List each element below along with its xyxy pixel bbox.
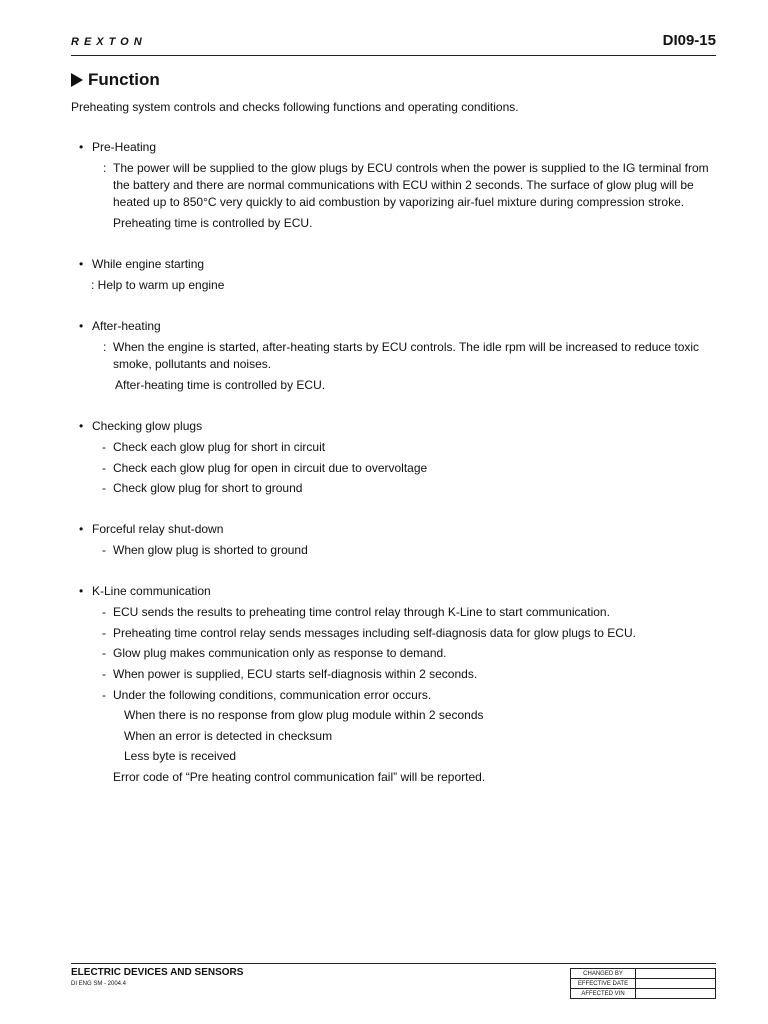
list-item — [71, 542, 721, 559]
footer-title: ELECTRIC DEVICES AND SENSORS — [71, 967, 244, 978]
pre-heating-section — [71, 139, 721, 232]
list-item — [71, 480, 721, 497]
list-item-text: When power is supplied, ECU starts self-diagnosis within 2 seconds. — [113, 666, 478, 681]
list-item — [71, 460, 721, 477]
description — [71, 160, 721, 211]
description-text: The power will be supplied to the glow plugs by ECU controls when the power is supplied to the IG terminal from the battery and there are normal communications with ECU within 2 seconds. The surface of glow plug will be heated up to 850°C very quickly to aid combustion by vaporizing air-fuel mixture during compression stroke. — [113, 161, 709, 209]
bullet-heading: • Forceful relay shut-down — [71, 521, 721, 538]
list-item — [71, 666, 721, 683]
final-note: Error code of “Pre heating control communication fail” will be reported. — [113, 769, 486, 784]
stamp-label: AFFECTED VIN — [571, 989, 636, 999]
list-item — [71, 625, 721, 642]
revision-stamp-table — [570, 968, 716, 999]
condition-item: Less byte is received — [124, 749, 237, 764]
list-item — [71, 439, 721, 456]
page-footer — [71, 963, 716, 1004]
intro-text: Preheating system controls and checks following functions and operating conditions. — [71, 100, 519, 114]
stamp-value — [636, 969, 716, 979]
kline-section — [71, 583, 721, 786]
list-item-text: Glow plug makes communication only as response to demand. — [113, 646, 447, 661]
section-title-text: Function — [88, 70, 160, 89]
bullet-heading: • After-heating — [71, 318, 721, 335]
bullet-heading: • K-Line communication — [71, 583, 721, 600]
engine-starting-section — [71, 256, 721, 294]
dash-mark: - — [102, 625, 106, 640]
bullet-heading: • Pre-Heating — [71, 139, 721, 156]
dash-mark: - — [102, 440, 106, 454]
page-header — [71, 30, 716, 56]
dash-mark: - — [102, 481, 106, 496]
colon-mark: : — [103, 161, 107, 175]
stamp-label: EFFECTIVE DATE — [571, 979, 636, 989]
list-item-text: ECU sends the results to preheating time control relay through K-Line to start communication. — [113, 605, 610, 620]
dash-mark: - — [102, 460, 106, 475]
list-item — [71, 604, 721, 621]
dash-mark: - — [102, 605, 106, 620]
bullet-heading: • While engine starting — [71, 256, 721, 273]
list-item-text: Check glow plug for short to ground — [113, 481, 303, 496]
description-text: When the engine is started, after-heating starts by ECU controls. The idle rpm will be increased to reduce toxic smoke, pollutants and noises. — [113, 340, 700, 371]
content-body — [71, 139, 721, 810]
description — [71, 339, 721, 373]
dash-mark: - — [102, 687, 106, 702]
stamp-value — [636, 989, 716, 999]
note-text: Preheating time is controlled by ECU. — [113, 216, 313, 230]
bullet-heading: • Checking glow plugs — [71, 418, 721, 435]
checking-section — [71, 418, 721, 497]
rexton-logo: REXTON — [71, 36, 147, 48]
stamp-label: CHANGED BY — [571, 969, 636, 979]
list-item — [71, 687, 721, 704]
list-item-text: Under the following conditions, communication error occurs. — [113, 687, 432, 702]
list-item — [71, 645, 721, 662]
note-text: After-heating time is controlled by ECU. — [115, 378, 326, 392]
list-item-text: Check each glow plug for open in circuit due to overvoltage — [113, 460, 428, 475]
page-code: DI09-15 — [662, 32, 716, 49]
list-item-text: Check each glow plug for short in circuit — [113, 440, 326, 454]
description-text: : Help to warm up engine — [91, 278, 225, 292]
footer-subtitle: DI ENG SM - 2004.4 — [71, 981, 127, 987]
colon-mark: : — [103, 340, 107, 354]
list-item-text: When glow plug is shorted to ground — [113, 543, 308, 558]
condition-item: When there is no response from glow plug module within 2 seconds — [124, 708, 484, 723]
dash-mark: - — [102, 666, 106, 681]
stamp-value — [636, 979, 716, 989]
section-title — [71, 70, 160, 90]
relay-section — [71, 521, 721, 559]
dash-mark: - — [102, 646, 106, 661]
list-item-text: Preheating time control relay sends messages including self-diagnosis data for glow plugs to ECU. — [113, 625, 636, 640]
after-heating-section — [71, 318, 721, 394]
condition-item: When an error is detected in checksum — [124, 728, 333, 743]
play-triangle-icon — [71, 73, 83, 87]
dash-mark: - — [102, 543, 106, 558]
